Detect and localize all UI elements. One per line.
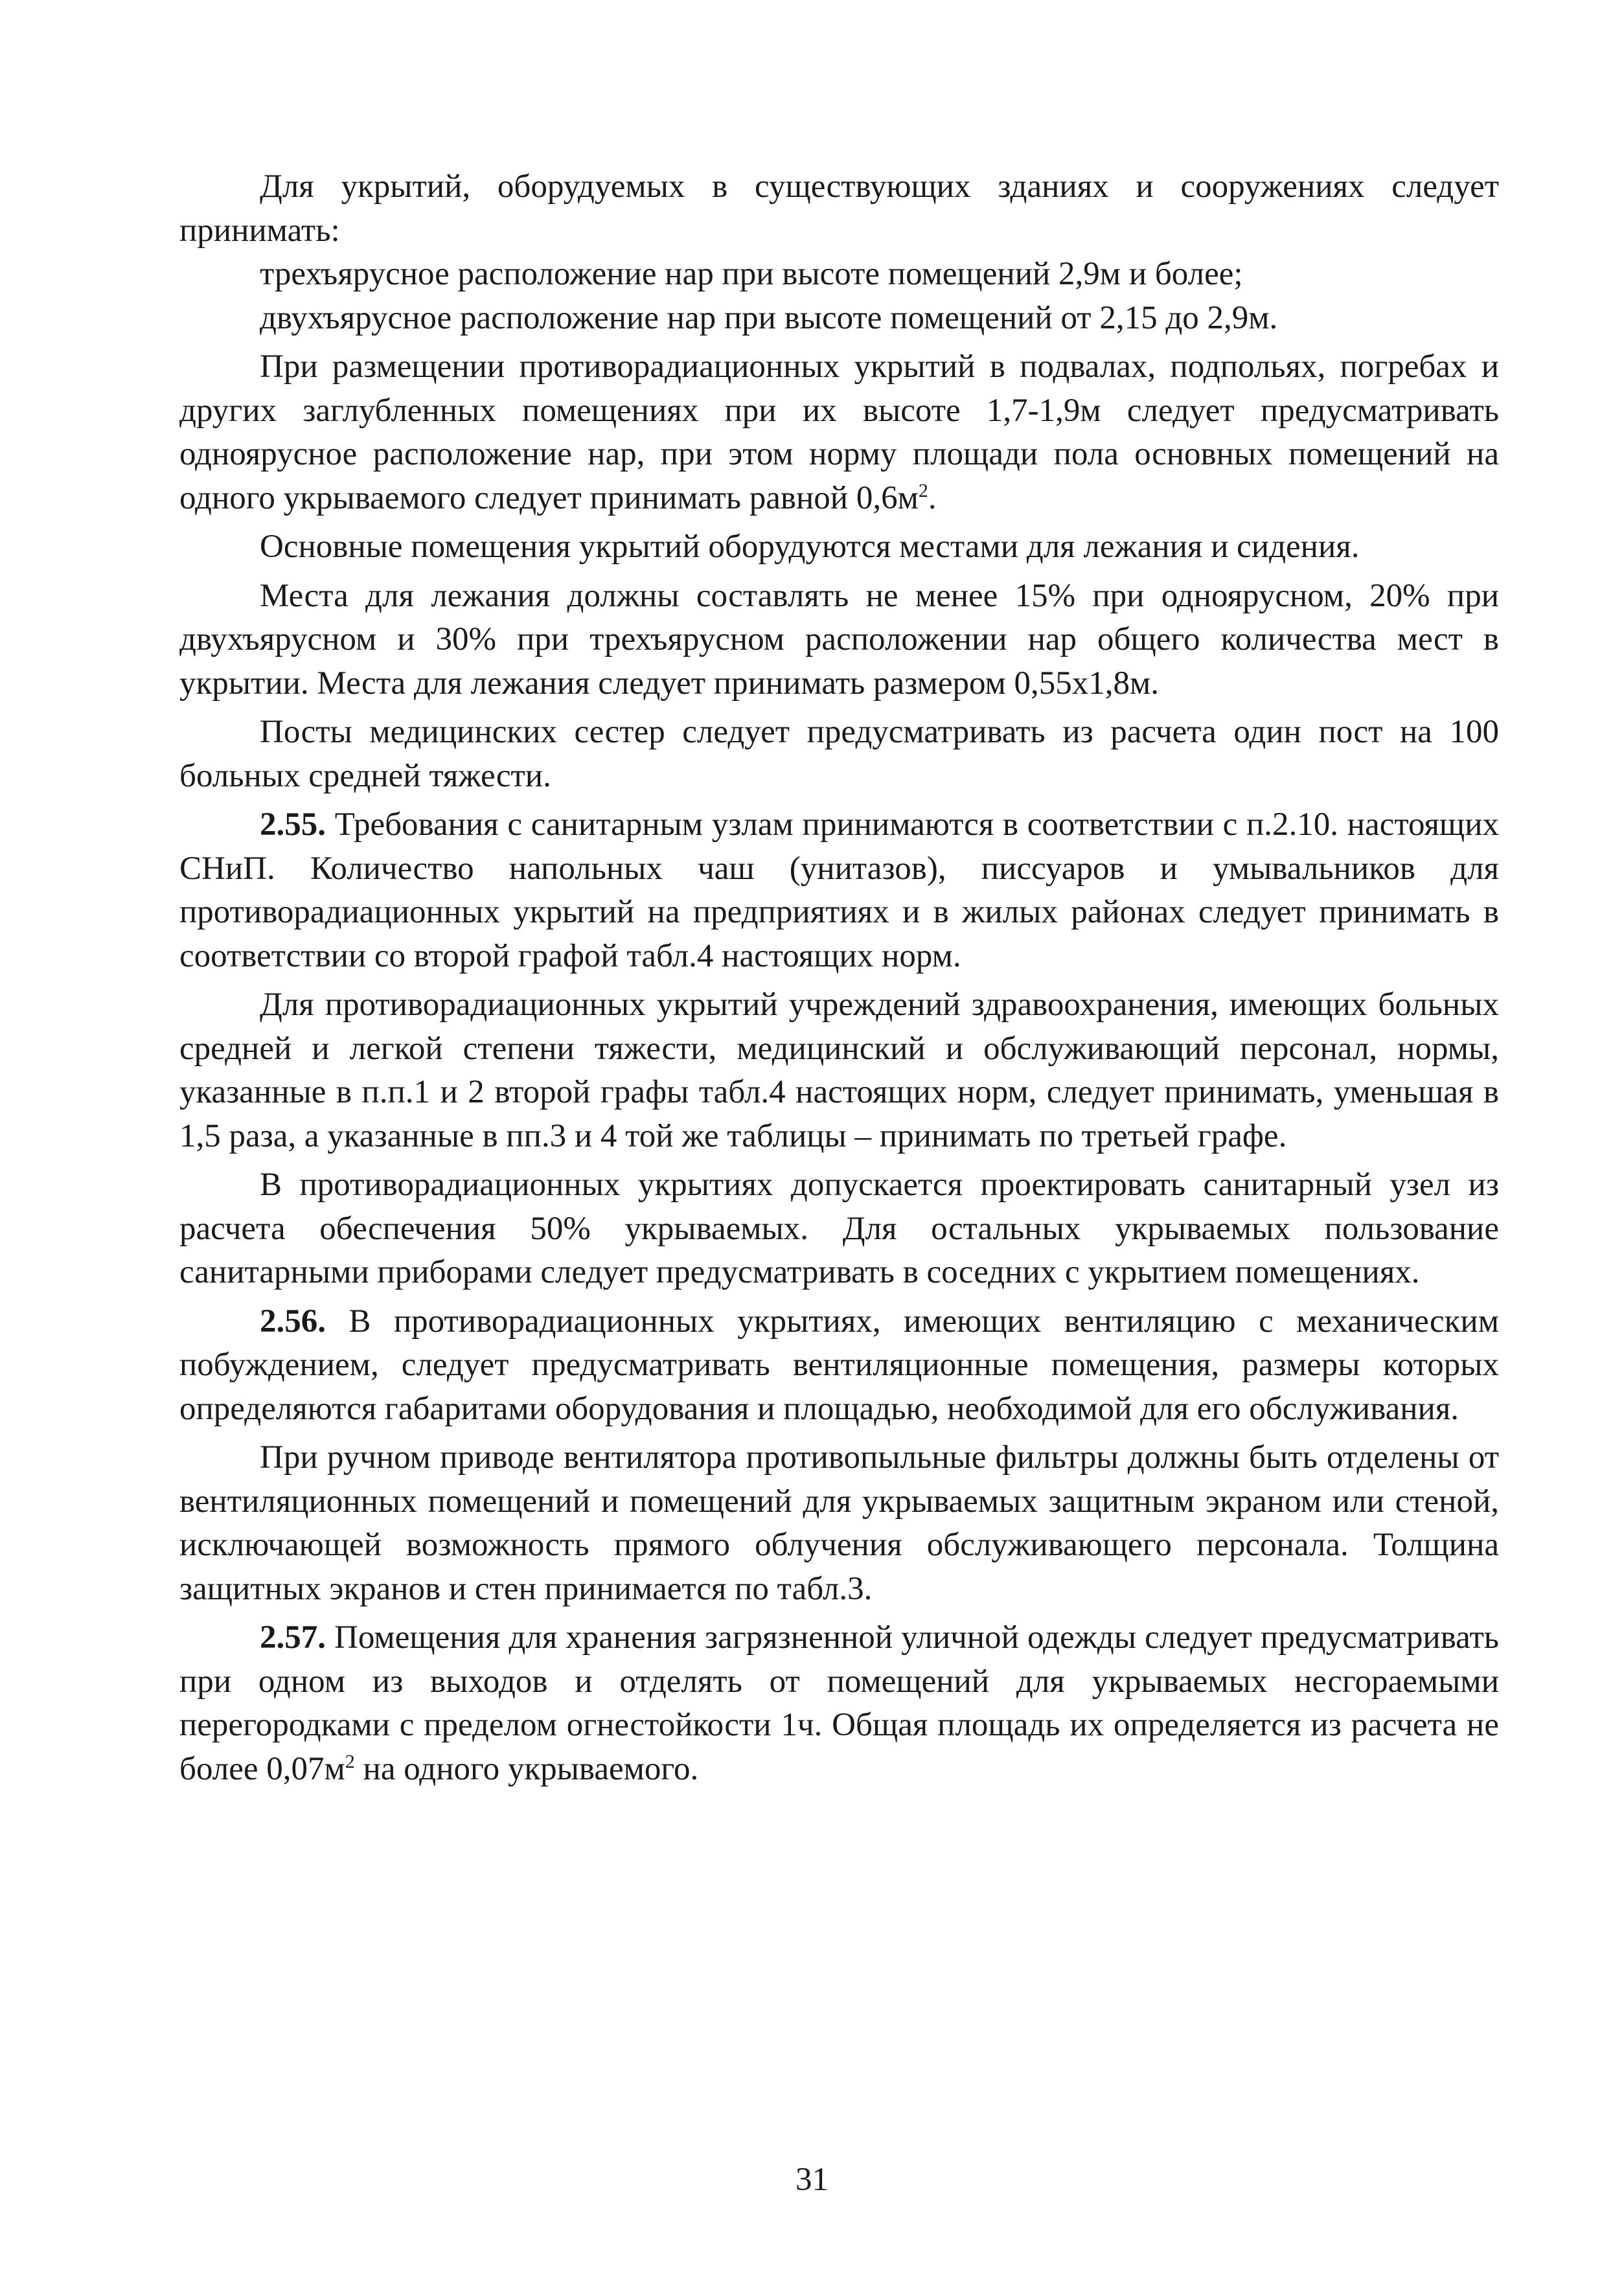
paragraph-text: двухъярусное расположение нар при высоте помещений от 2,15 до 2,9м. (260, 299, 1278, 336)
section-number: 2.55. (260, 806, 326, 843)
paragraph-text: Требования с санитарным узлам принимаются в соответствии с п.2.10. настоящих СНиП. Количество напольных чаш (унитазов), писсуаров и умывальников для противорадиационных укрытий на предприятиях и в жилых районах следует принимать в соответствии со второй графой табл.4 настоящих норм. (179, 806, 1499, 974)
superscript: 2 (345, 1750, 355, 1772)
paragraph-2-57 (179, 1616, 1499, 1791)
paragraph-basements (179, 345, 1499, 520)
paragraph-text: Посты медицинских сестер следует предусматривать из расчета один пост на 100 больных средней тяжести. (179, 714, 1499, 794)
superscript: 2 (918, 479, 928, 501)
page-number: 31 (795, 2162, 829, 2198)
paragraph-2-55 (179, 803, 1499, 978)
paragraph-two-tier-bunks (179, 297, 1499, 341)
paragraph-text: При размещении противорадиационных укрытий в подвалах, подпольях, погребах и других заглубленных помещениях при их высоте 1,7-1,9м следует предусматривать одноярусное расположение нар, при этом норму площади пола основных помещений на одного укрываемого следует принимать равной 0,6м (179, 348, 1499, 516)
paragraph-text: Для противорадиационных укрытий учреждений здравоохранения, имеющих больных средней и легкой степени тяжести, медицинский и обслуживающий персонал, нормы, указанные в п.п.1 и 2 второй графы табл.4 настоящих норм, следует принимать, уменьшая в 1,5 раза, а указанные в пп.3 и 4 той же таблицы – принимать по третьей графе. (179, 987, 1499, 1154)
paragraph-2-56 (179, 1300, 1499, 1432)
paragraph-text: трехъярусное расположение нар при высоте помещений 2,9м и более; (260, 256, 1243, 292)
paragraph-tail: на одного укрываемого. (354, 1750, 699, 1787)
paragraph-text: В противорадиационных укрытиях, имеющих вентиляцию с механическим побуждением, следует предусматривать вентиляционные помещения, размеры которых определяются габаритами оборудования и площадью, необходимой для его обслуживания. (179, 1303, 1499, 1427)
paragraph-three-tier-bunks (179, 253, 1499, 297)
paragraph-main-rooms (179, 525, 1499, 569)
paragraph-text: Для укрытий, оборудуемых в существующих зданиях и сооружениях следует принимать: (179, 168, 1499, 249)
paragraph-shelters-existing-buildings (179, 165, 1499, 253)
paragraph-nurse-posts (179, 711, 1499, 798)
paragraph-manual-fan (179, 1436, 1499, 1611)
paragraph-tail: . (928, 479, 937, 516)
paragraph-text: При ручном приводе вентилятора противопыльные фильтры должны быть отделены от вентиляционных помещений и помещений для укрываемых защитным экраном или стеной, исключающей возможность прямого облучения обслуживающего персонала. Толщина защитных экранов и стен принимается по табл.3. (179, 1439, 1499, 1607)
paragraph-text: В противорадиационных укрытиях допускается проектировать санитарный узел из расчета обеспечения 50% укрываемых. Для остальных укрываемых пользование санитарными приборами следует предусматривать в соседних с укрытием помещениях. (179, 1167, 1499, 1290)
paragraph-text: Помещения для хранения загрязненной уличной одежды следует предусматривать при одном из выходов и отделять от помещений для укрываемых несгораемыми перегородками с пределом огнестойкости 1ч. Общая площадь их определяется из расчета не более 0,07м (179, 1619, 1499, 1787)
section-number: 2.56. (260, 1303, 326, 1340)
section-number: 2.57. (260, 1619, 326, 1656)
paragraph-healthcare-shelters (179, 983, 1499, 1158)
document-body (179, 165, 1499, 1791)
paragraph-lying-places (179, 575, 1499, 706)
paragraph-sanitary-unit (179, 1163, 1499, 1295)
paragraph-text: Основные помещения укрытий оборудуются местами для лежания и сидения. (260, 529, 1360, 565)
paragraph-text: Места для лежания должны составлять не менее 15% при одноярусном, 20% при двухъярусном и 30% при трехъярусном расположении нар общего количества мест в укрытии. Места для лежания следует принимать размером 0,55х1,8м. (179, 577, 1499, 702)
